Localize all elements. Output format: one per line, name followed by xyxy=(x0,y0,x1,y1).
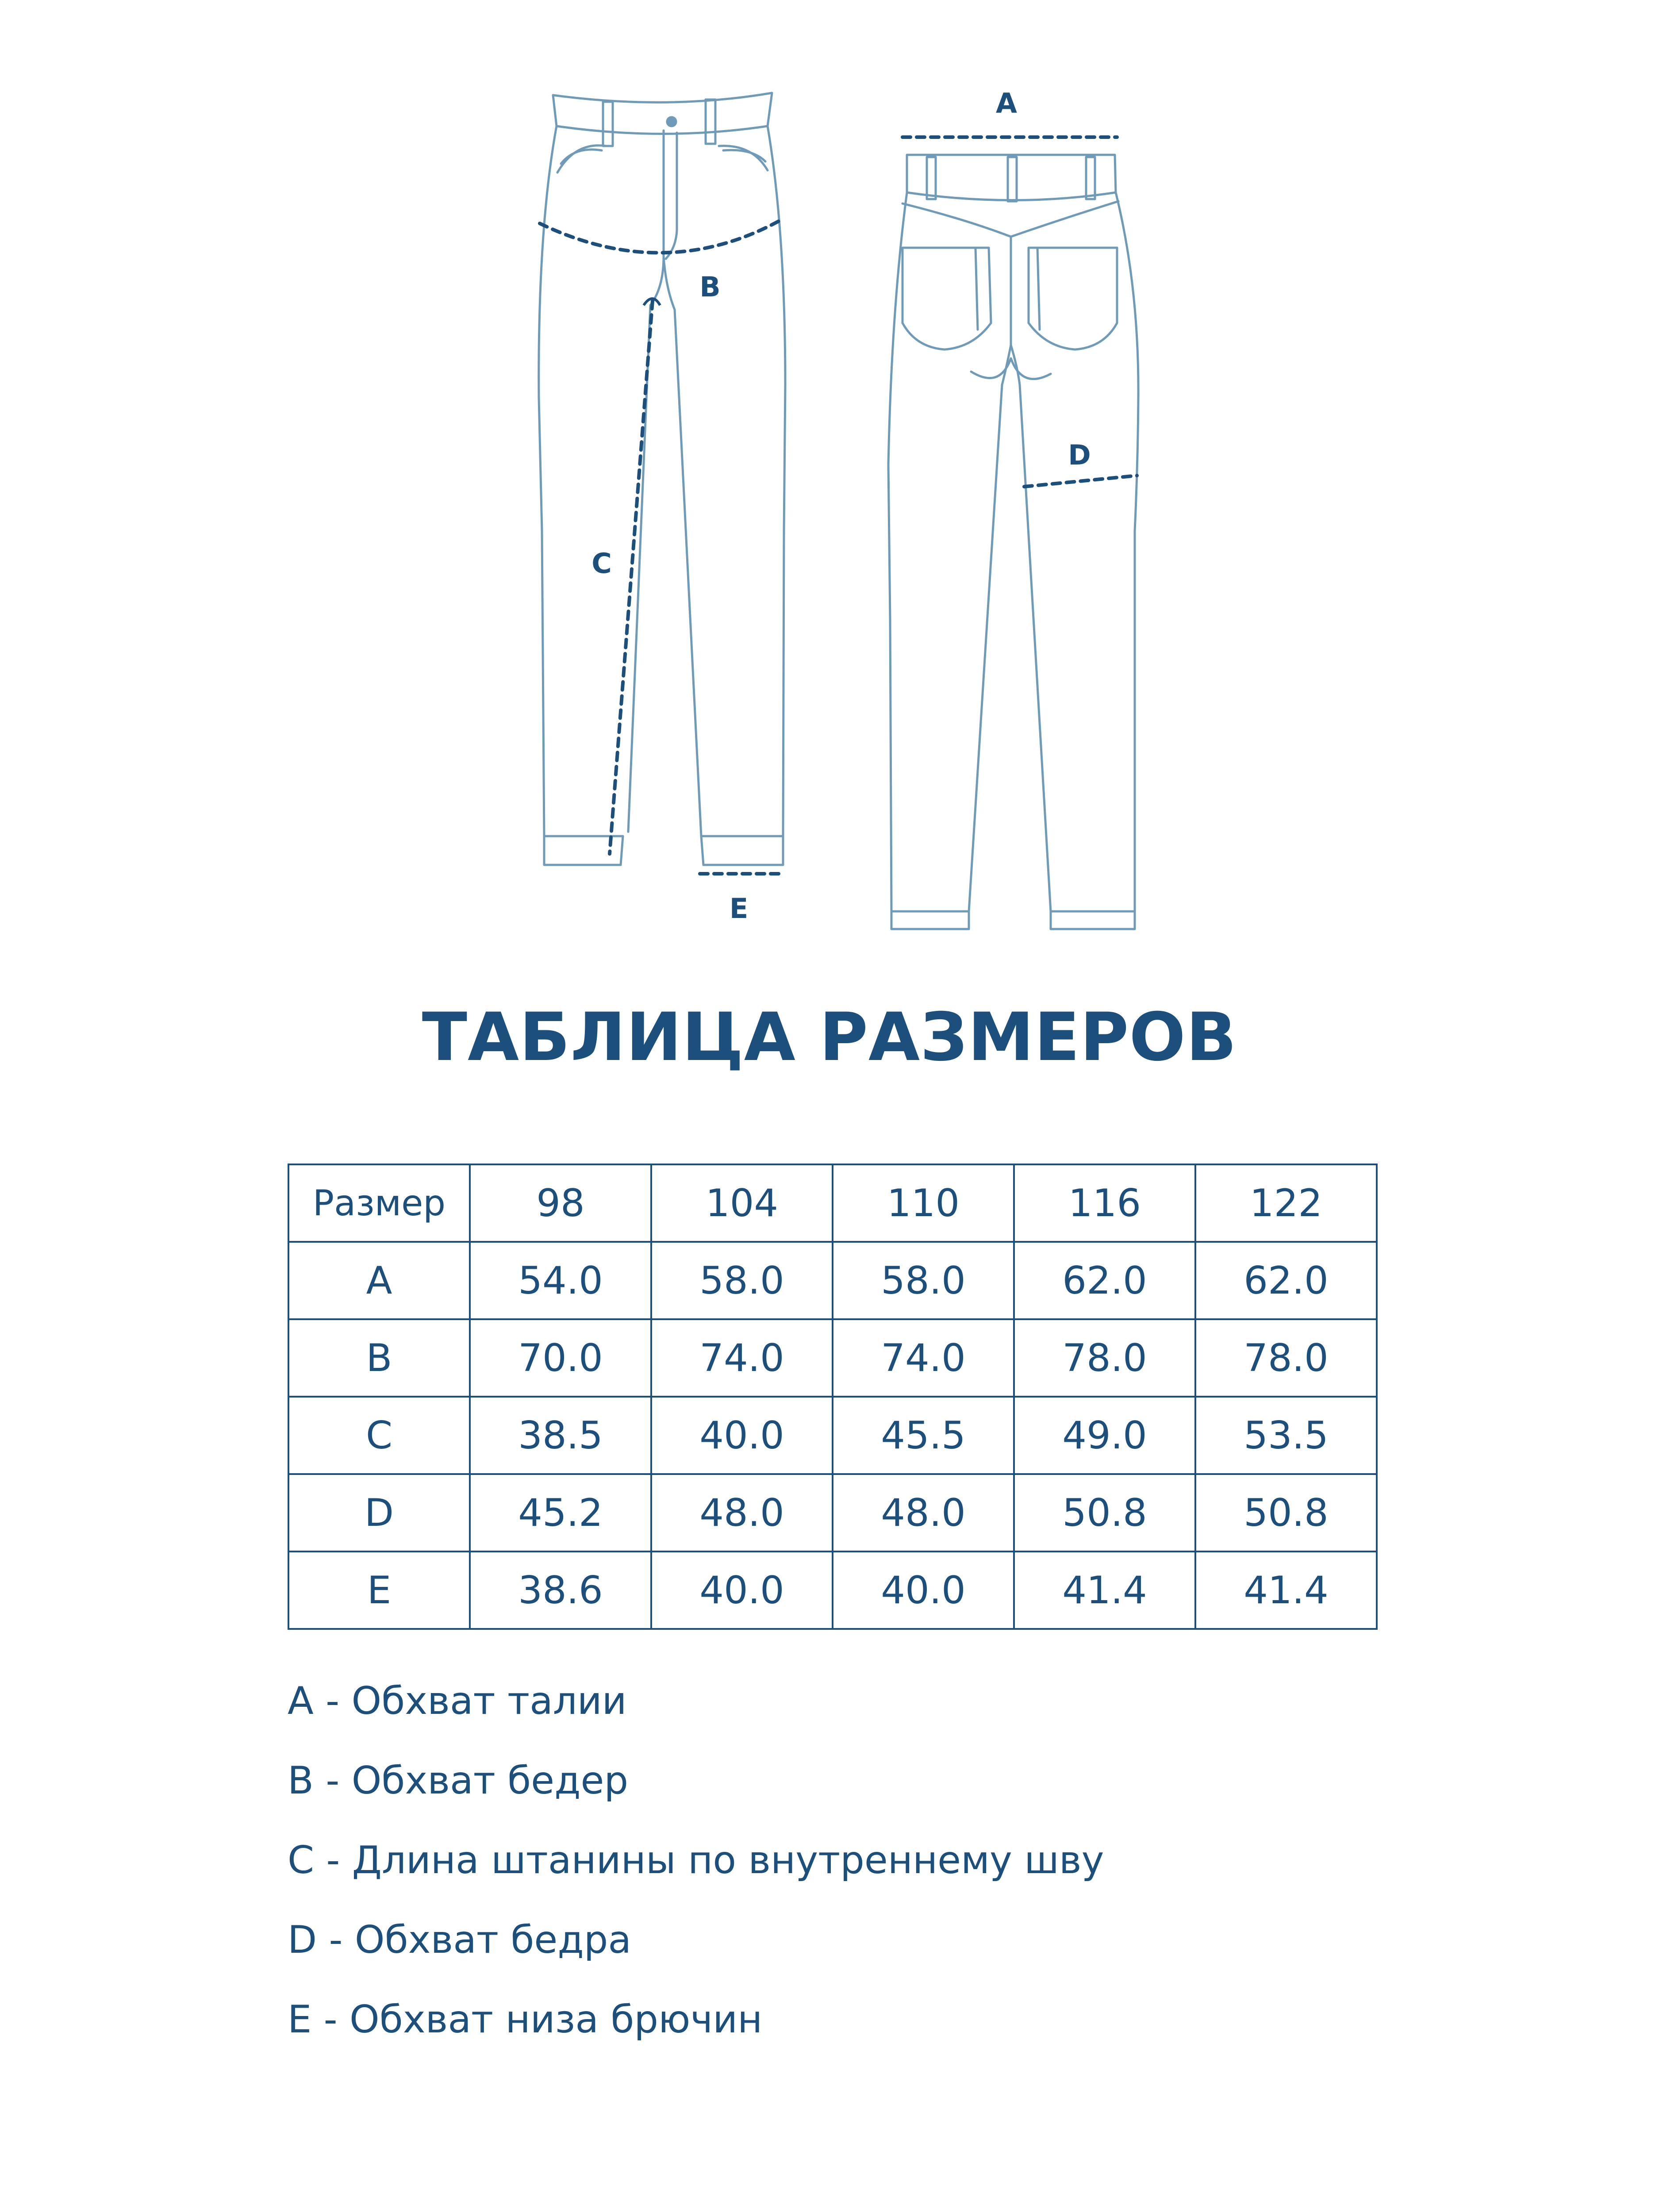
label-d: D xyxy=(1068,439,1091,471)
measurement-legend xyxy=(288,1661,1104,2059)
table-cell: 53.5 xyxy=(1195,1397,1377,1474)
table-cell: 48.0 xyxy=(833,1474,1014,1551)
row-label: A xyxy=(288,1242,470,1319)
table-cell: 58.0 xyxy=(833,1242,1014,1319)
table-cell: 78.0 xyxy=(1195,1319,1377,1397)
size-table xyxy=(288,1164,1378,1630)
table-cell: 38.6 xyxy=(470,1551,651,1629)
front-view xyxy=(539,93,785,865)
table-cell: 41.4 xyxy=(1014,1551,1195,1629)
label-e: E xyxy=(729,892,749,925)
table-row xyxy=(288,1242,1377,1319)
legend-item: A - Обхват талии xyxy=(288,1679,627,1723)
row-label: E xyxy=(288,1551,470,1629)
table-row xyxy=(288,1551,1377,1629)
table-header-size: 122 xyxy=(1195,1164,1377,1242)
trousers-diagram xyxy=(0,0,1659,973)
table-cell: 50.8 xyxy=(1014,1474,1195,1551)
table-cell: 40.0 xyxy=(651,1397,833,1474)
label-a: A xyxy=(996,87,1017,119)
legend-item: E - Обхват низа брючин xyxy=(288,1997,763,2042)
table-cell: 41.4 xyxy=(1195,1551,1377,1629)
row-label: D xyxy=(288,1474,470,1551)
table-header-row xyxy=(288,1164,1377,1242)
row-label: C xyxy=(288,1397,470,1474)
measure-line-d xyxy=(1024,476,1137,487)
table-cell: 62.0 xyxy=(1195,1242,1377,1319)
table-cell: 78.0 xyxy=(1014,1319,1195,1397)
table-cell: 74.0 xyxy=(833,1319,1014,1397)
row-label: B xyxy=(288,1319,470,1397)
table-cell: 54.0 xyxy=(470,1242,651,1319)
label-c: C xyxy=(591,547,612,580)
table-cell: 50.8 xyxy=(1195,1474,1377,1551)
table-cell: 70.0 xyxy=(470,1319,651,1397)
table-row xyxy=(288,1397,1377,1474)
table-cell: 45.2 xyxy=(470,1474,651,1551)
table-cell: 40.0 xyxy=(651,1551,833,1629)
table-cell: 49.0 xyxy=(1014,1397,1195,1474)
back-view xyxy=(888,155,1138,929)
table-header-size: 116 xyxy=(1014,1164,1195,1242)
table-cell: 48.0 xyxy=(651,1474,833,1551)
table-cell: 45.5 xyxy=(833,1397,1014,1474)
table-cell: 38.5 xyxy=(470,1397,651,1474)
table-header-size: 104 xyxy=(651,1164,833,1242)
table-row xyxy=(288,1319,1377,1397)
label-b: B xyxy=(699,271,721,303)
legend-item: D - Обхват бедра xyxy=(288,1918,632,1962)
measure-line-b xyxy=(540,221,779,253)
table-header-size: 110 xyxy=(833,1164,1014,1242)
page-title: ТАБЛИЦА РАЗМЕРОВ xyxy=(422,999,1237,1076)
table-row xyxy=(288,1474,1377,1551)
table-cell: 62.0 xyxy=(1014,1242,1195,1319)
table-cell: 58.0 xyxy=(651,1242,833,1319)
table-header-label: Размер xyxy=(288,1164,470,1242)
table-cell: 74.0 xyxy=(651,1319,833,1397)
table-header-size: 98 xyxy=(470,1164,651,1242)
legend-item: C - Длина штанины по внутреннему шву xyxy=(288,1838,1104,1882)
table-cell: 40.0 xyxy=(833,1551,1014,1629)
legend-item: B - Обхват бедер xyxy=(288,1759,629,1803)
